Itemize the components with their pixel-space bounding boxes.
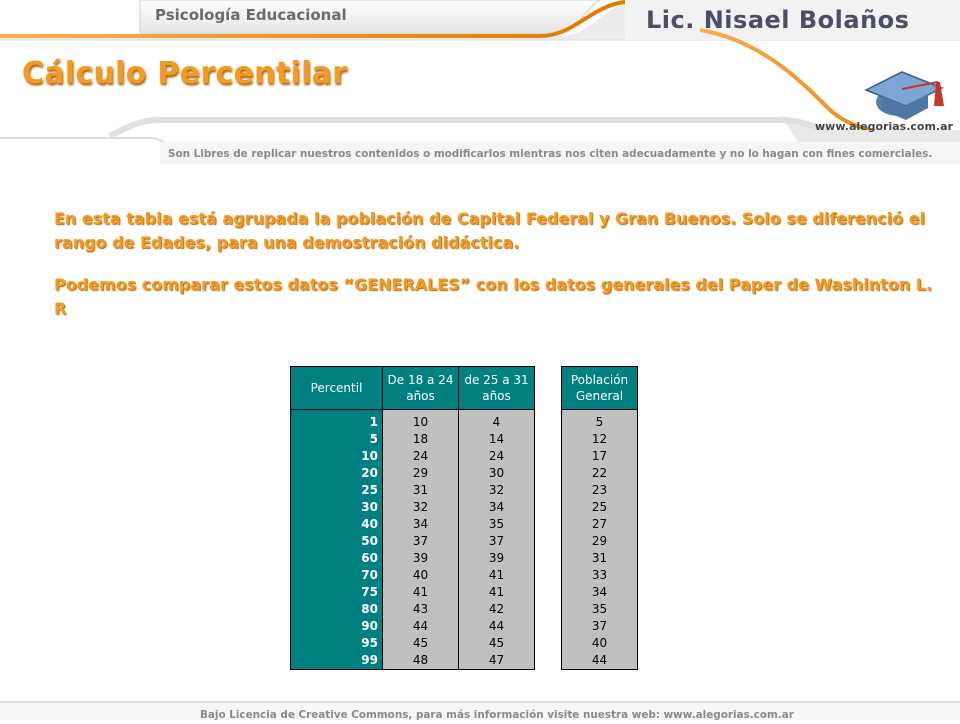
table-row	[562, 431, 638, 448]
table-row	[562, 533, 638, 550]
general-table-body	[562, 410, 638, 670]
general-population-cell: 40	[562, 635, 638, 652]
footer-text: Bajo Licencia de Creative Commons, para más información visite nuestra web: www.alegorias.com.ar	[200, 709, 794, 721]
table-row	[562, 567, 638, 584]
course-label: Psicología Educacional	[155, 6, 347, 24]
table-row	[562, 482, 638, 499]
percentile-cell: 60	[291, 550, 383, 567]
percentile-cell: 90	[291, 618, 383, 635]
table-row	[291, 635, 535, 652]
general-population-cell: 44	[562, 652, 638, 670]
table-row	[291, 618, 535, 635]
header-general: Población General	[562, 367, 638, 410]
percentile-cell: 80	[291, 601, 383, 618]
table-row	[291, 601, 535, 618]
table-row	[291, 431, 535, 448]
age-18-24-cell: 29	[383, 465, 459, 482]
author-name: Lic. Nisael Bolaños	[646, 6, 910, 34]
percentile-cell: 70	[291, 567, 383, 584]
table-row	[291, 516, 535, 533]
table-row	[562, 410, 638, 432]
table-row	[562, 618, 638, 635]
general-population-cell: 37	[562, 618, 638, 635]
age-25-31-cell: 41	[459, 584, 535, 601]
general-population-cell: 29	[562, 533, 638, 550]
age-18-24-cell: 10	[383, 410, 459, 432]
age-18-24-cell: 40	[383, 567, 459, 584]
percentile-table-body	[291, 410, 535, 670]
age-18-24-cell: 44	[383, 618, 459, 635]
general-population-cell: 22	[562, 465, 638, 482]
table-row	[562, 516, 638, 533]
table-row	[291, 550, 535, 567]
table-row	[291, 584, 535, 601]
table-row	[291, 533, 535, 550]
age-18-24-cell: 34	[383, 516, 459, 533]
general-population-cell: 27	[562, 516, 638, 533]
percentile-cell: 25	[291, 482, 383, 499]
header-percentil: Percentil	[291, 367, 383, 410]
percentile-table	[290, 366, 535, 670]
general-population-cell: 25	[562, 499, 638, 516]
general-population-cell: 17	[562, 448, 638, 465]
percentile-cell: 1	[291, 410, 383, 432]
age-18-24-cell: 24	[383, 448, 459, 465]
comparison-paragraph: Podemos comparar estos datos “GENERALES” con los datos generales del Paper de Washinton L. R	[54, 275, 933, 318]
age-18-24-cell: 37	[383, 533, 459, 550]
age-18-24-cell: 18	[383, 431, 459, 448]
page-title: Cálculo Percentilar	[22, 56, 348, 91]
license-note: Son Libres de replicar nuestros contenidos o modificarlos mientras nos citen adecuadamente y no lo hagan con fines comerciales.	[168, 148, 933, 160]
age-18-24-cell: 31	[383, 482, 459, 499]
table-row	[562, 584, 638, 601]
table-row	[562, 652, 638, 670]
table-row	[562, 601, 638, 618]
age-25-31-cell: 24	[459, 448, 535, 465]
table-row	[562, 635, 638, 652]
general-population-cell: 34	[562, 584, 638, 601]
general-population-cell: 23	[562, 482, 638, 499]
age-25-31-cell: 30	[459, 465, 535, 482]
age-18-24-cell: 41	[383, 584, 459, 601]
age-18-24-cell: 45	[383, 635, 459, 652]
age-25-31-cell: 14	[459, 431, 535, 448]
age-18-24-cell: 39	[383, 550, 459, 567]
table-row	[291, 567, 535, 584]
general-population-cell: 12	[562, 431, 638, 448]
table-row	[562, 465, 638, 482]
age-18-24-cell: 32	[383, 499, 459, 516]
percentile-cell: 5	[291, 431, 383, 448]
age-25-31-cell: 37	[459, 533, 535, 550]
percentile-cell: 95	[291, 635, 383, 652]
site-url[interactable]: www.alegorias.com.ar	[815, 120, 953, 133]
header-25-31: de 25 a 31 años	[459, 367, 535, 410]
percentile-cell: 75	[291, 584, 383, 601]
age-25-31-cell: 32	[459, 482, 535, 499]
table-row	[562, 499, 638, 516]
table-row	[291, 410, 535, 432]
general-population-cell: 31	[562, 550, 638, 567]
age-25-31-cell: 47	[459, 652, 535, 670]
table-row	[291, 482, 535, 499]
age-25-31-cell: 35	[459, 516, 535, 533]
table-row	[291, 499, 535, 516]
header-18-24: De 18 a 24 años	[383, 367, 459, 410]
age-25-31-cell: 42	[459, 601, 535, 618]
table-row	[291, 465, 535, 482]
percentile-cell: 40	[291, 516, 383, 533]
age-18-24-cell: 48	[383, 652, 459, 670]
percentile-cell: 10	[291, 448, 383, 465]
age-25-31-cell: 44	[459, 618, 535, 635]
table-row	[562, 550, 638, 567]
age-25-31-cell: 4	[459, 410, 535, 432]
header-banner	[0, 0, 960, 170]
percentile-cell: 99	[291, 652, 383, 670]
general-population-cell: 35	[562, 601, 638, 618]
age-25-31-cell: 39	[459, 550, 535, 567]
percentile-cell: 30	[291, 499, 383, 516]
percentile-cell: 50	[291, 533, 383, 550]
general-population-cell: 33	[562, 567, 638, 584]
general-population-table	[561, 366, 638, 670]
general-population-cell: 5	[562, 410, 638, 432]
table-row	[562, 448, 638, 465]
age-25-31-cell: 45	[459, 635, 535, 652]
table-row	[291, 448, 535, 465]
age-25-31-cell: 41	[459, 567, 535, 584]
table-row	[291, 652, 535, 670]
intro-paragraph: En esta tabla está agrupada la población de Capital Federal y Gran Buenos. Solo se diferenció el rango de Edades, para una demostración didáctica.	[54, 209, 926, 252]
age-25-31-cell: 34	[459, 499, 535, 516]
percentile-cell: 20	[291, 465, 383, 482]
age-18-24-cell: 43	[383, 601, 459, 618]
